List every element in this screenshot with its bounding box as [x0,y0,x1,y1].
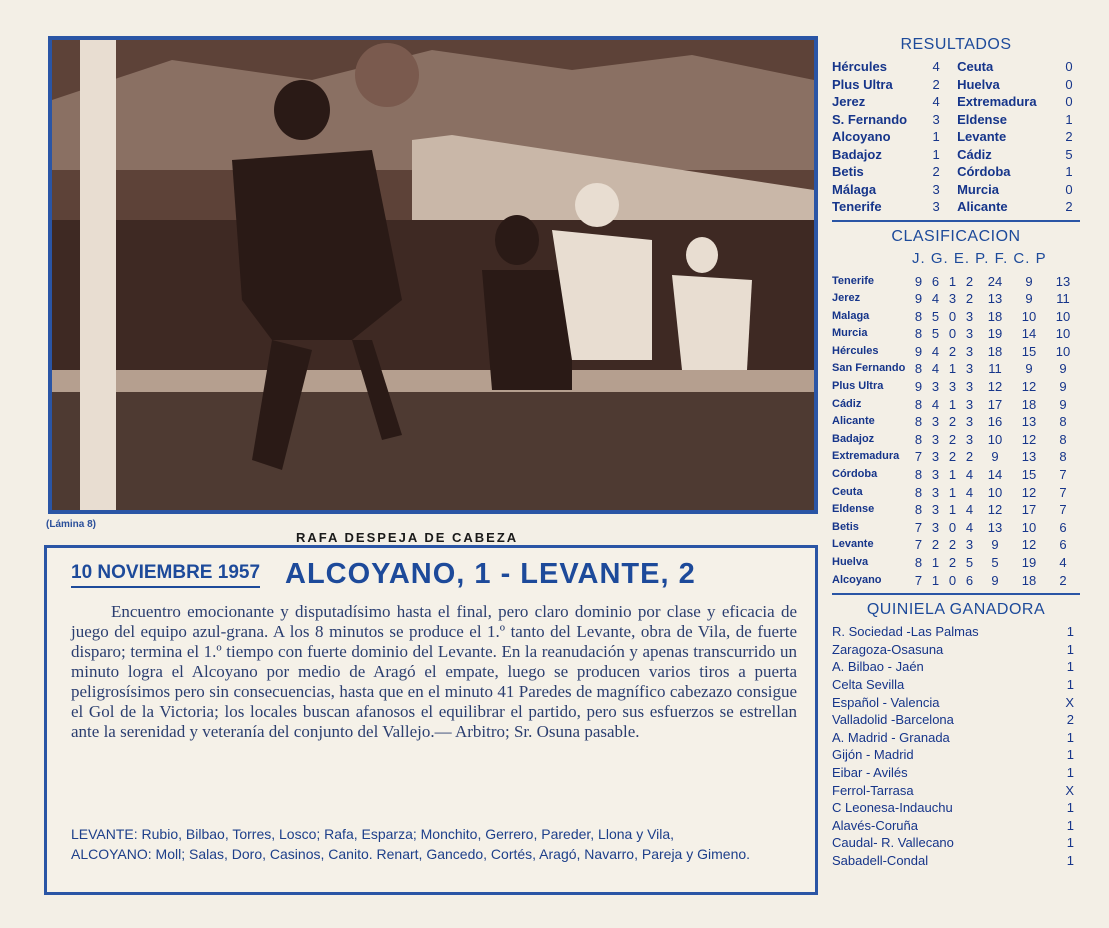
sidebar [832,36,1080,870]
standing-played: 8 [914,555,923,570]
standing-team: Betis [832,520,859,533]
standing-played: 8 [914,361,923,377]
result-home-goals: 2 [932,164,940,179]
standing-drawn: 1 [948,467,957,483]
standing-team: Eldense [832,503,875,516]
divider [832,593,1080,595]
result-home-team: Badajoz [832,146,882,162]
standing-team: Huelva [832,556,869,568]
standing-lost: 3 [965,431,974,447]
quiniela-sign: 1 [1066,764,1074,780]
standing-played: 8 [914,414,923,430]
result-away-goals: 0 [1065,76,1073,92]
standing-team: Extremadura [832,450,900,463]
standing-played: 9 [914,273,923,289]
standing-for: 18 [987,343,1003,359]
quiniela-row [832,711,1080,729]
result-away-team: Ceuta [957,59,994,74]
standing-drawn: 1 [948,396,957,412]
result-home-team: Plus Ultra [832,76,893,92]
standing-row [832,554,1080,572]
standing-lost: 5 [965,555,974,570]
standing-points: 13 [1055,273,1071,289]
quiniela-row [832,764,1080,782]
quiniela-row [832,694,1080,712]
quiniela-row [832,817,1080,835]
standing-won: 6 [931,273,940,289]
quiniela-match: Español - Valencia [832,694,940,710]
standing-against: 14 [1021,326,1037,342]
standing-for: 11 [988,361,1002,377]
quiniela-row [832,658,1080,676]
standing-for: 12 [987,502,1003,518]
standing-drawn: 3 [948,291,957,307]
standing-won: 5 [931,326,940,342]
quiniela-match: A. Madrid - Granada [832,729,950,745]
standing-played: 8 [914,502,923,518]
standing-team: Badajoz [832,432,875,445]
standing-lost: 3 [965,396,974,412]
quiniela-sign: 1 [1066,852,1074,868]
standing-points: 10 [1055,326,1071,342]
match-headline: ALCOYANO, 1 - LEVANTE, 2 [285,558,696,590]
standing-lost: 2 [965,291,974,307]
clasificacion-title: CLASIFICACION [891,227,1021,245]
standing-won: 3 [931,467,940,483]
quiniela-match: Valladolid -Barcelona [832,712,954,728]
standing-points: 6 [1059,519,1067,535]
standing-drawn: 2 [948,537,957,553]
quiniela-sign: X [1065,694,1074,710]
standing-lost: 2 [965,273,974,289]
standing-won: 3 [931,519,940,535]
standing-won: 4 [931,361,940,377]
standing-points: 10 [1055,343,1071,359]
lineup-alcoyano: ALCOYANO: Moll; Salas, Doro, Casinos, Canito. Renart, Gancedo, Cortés, Aragó, Navarro, Pareja y Gimeno. [71,846,751,862]
lineup-levante: LEVANTE: Rubio, Bilbao, Torres, Losco; Rafa, Esparza; Monchito, Gerrero, Pareder, Llona y Vila, [71,826,675,842]
standing-won: 5 [931,308,940,324]
standing-points: 7 [1059,467,1067,483]
standing-team: Murcia [832,327,868,340]
quiniela-match: Celta Sevilla [832,676,905,692]
quiniela-sign: 1 [1066,747,1074,763]
quiniela-sign: 1 [1066,676,1074,692]
standing-against: 9 [1025,273,1033,289]
result-home-goals: 1 [932,146,940,162]
standing-won: 1 [931,555,940,570]
standing-team: Cádiz [832,397,862,410]
standing-drawn: 1 [948,484,957,500]
quiniela-match: Alavés-Coruña [832,817,918,833]
standing-drawn: 3 [948,379,957,395]
result-home-team: Hércules [832,59,887,74]
result-home-goals: 3 [932,181,940,197]
standing-played: 8 [914,467,923,483]
standing-team: Tenerife [832,274,874,287]
result-home-goals: 2 [932,76,940,92]
standing-row [832,360,1080,378]
standing-lost: 3 [965,308,974,324]
standing-drawn: 2 [948,431,957,447]
standing-played: 8 [914,308,923,324]
quiniela-row [832,799,1080,817]
result-away-team: Murcia [957,181,999,197]
standing-team: Levante [832,538,874,551]
result-row [832,198,1080,216]
result-away-team: Córdoba [957,164,1011,179]
standing-drawn: 2 [948,343,957,359]
standing-won: 3 [931,414,940,430]
standing-played: 8 [914,396,923,412]
lineups [71,824,801,864]
standing-against: 18 [1021,396,1037,412]
standing-row [832,308,1080,326]
standing-drawn: 0 [948,572,957,588]
plate-label: (Lámina 8) [46,519,97,530]
standing-for: 9 [991,537,999,553]
result-away-team: Alicante [957,199,1008,214]
standing-row [832,519,1080,537]
standing-team: Jerez [832,292,861,305]
standing-won: 3 [931,484,940,500]
quiniela-match: Caudal- R. Vallecano [832,835,954,851]
standing-won: 3 [931,449,940,465]
standing-played: 7 [914,572,923,588]
quiniela-match: A. Bilbao - Jaén [832,659,924,675]
standing-row [832,343,1080,361]
quiniela-match: Gijón - Madrid [832,747,914,763]
standing-row [832,431,1080,449]
quiniela-match: Ferrol-Tarrasa [832,782,914,798]
standing-played: 8 [914,431,923,447]
standing-team: Ceuta [832,485,863,498]
standing-won: 4 [931,396,940,412]
result-home-team: Málaga [832,181,877,197]
quiniela-sign: 1 [1066,800,1074,816]
photo-caption: RAFA DESPEJA DE CABEZA [296,530,519,545]
standing-won: 4 [931,291,940,307]
result-home-goals: 3 [932,111,940,127]
standing-drawn: 0 [948,308,957,324]
standing-points: 2 [1059,572,1067,588]
result-away-goals: 1 [1065,164,1073,179]
standing-drawn: 1 [948,361,957,377]
standing-played: 9 [914,291,923,307]
standing-row [832,466,1080,484]
standing-points: 8 [1059,414,1067,430]
standing-against: 13 [1021,449,1037,465]
standing-won: 2 [931,537,940,553]
standing-lost: 3 [965,343,974,359]
quiniela-match: R. Sociedad -Las Palmas [832,624,979,640]
standing-against: 12 [1021,537,1037,553]
result-home-goals: 3 [932,199,940,214]
quiniela-row [832,746,1080,764]
standing-for: 12 [987,379,1003,395]
standing-played: 7 [914,537,923,553]
standing-for: 10 [987,431,1003,447]
standing-row [832,484,1080,502]
quiniela-sign: 2 [1066,712,1074,728]
standing-points: 9 [1059,361,1067,377]
standing-team: San Fernando [832,362,906,375]
standing-won: 3 [931,379,940,395]
standing-team: Alicante [832,415,875,428]
standing-team: Plus Ultra [832,380,884,393]
result-away-goals: 0 [1065,94,1073,109]
standing-points: 9 [1059,396,1067,412]
standing-lost: 3 [965,379,974,395]
standing-for: 16 [987,414,1003,430]
quiniela-match: C Leonesa-Indauchu [832,800,953,816]
standing-points: 6 [1059,537,1067,553]
result-row [832,111,1080,129]
standing-row [832,572,1080,590]
standing-row [832,273,1080,291]
result-row [832,58,1080,76]
result-row [832,76,1080,94]
standing-drawn: 2 [948,555,957,570]
standing-drawn: 0 [948,519,957,535]
result-away-goals: 2 [1065,199,1073,214]
result-home-team: S. Fernando [832,111,908,127]
clasificacion-table [832,273,1080,590]
standing-won: 3 [931,431,940,447]
standing-points: 4 [1059,555,1067,570]
result-home-goals: 1 [932,129,940,144]
standing-for: 5 [991,555,999,570]
result-away-goals: 5 [1065,146,1073,162]
standing-against: 10 [1021,308,1037,324]
result-home-goals: 4 [932,94,940,109]
standing-points: 11 [1056,291,1070,307]
result-row [832,146,1080,164]
standing-points: 8 [1059,431,1067,447]
standing-played: 7 [914,449,923,465]
quiniela-row [832,782,1080,800]
standing-against: 10 [1021,519,1037,535]
standing-for: 24 [987,273,1003,289]
result-away-team: Extremadura [957,94,1037,109]
result-away-goals: 2 [1065,129,1073,144]
quiniela-sign: 1 [1066,729,1074,745]
standing-team: Alcoyano [832,573,882,586]
standing-lost: 4 [965,467,974,483]
standing-lost: 2 [965,449,974,465]
standing-lost: 6 [965,572,974,588]
standing-against: 12 [1021,431,1037,447]
standing-drawn: 1 [948,502,957,518]
result-row [832,128,1080,146]
standing-lost: 4 [965,484,974,500]
quiniela-sign: 1 [1066,624,1074,640]
standing-played: 8 [914,326,923,342]
standing-team: Hércules [832,344,879,357]
match-date: 10 NOVIEMBRE 1957 [71,562,260,588]
standing-for: 19 [987,326,1003,342]
standing-lost: 3 [965,361,974,377]
standing-points: 10 [1055,308,1071,324]
quiniela-match: Zaragoza-Osasuna [832,641,944,657]
quiniela-sign: 1 [1066,641,1074,657]
standing-for: 13 [987,519,1003,535]
result-home-goals: 4 [932,59,940,74]
match-report [44,545,818,895]
quiniela-title: QUINIELA GANADORA [866,601,1046,619]
standing-team: Malaga [832,309,870,322]
standing-played: 9 [914,379,923,395]
standing-against: 15 [1021,467,1037,483]
standing-team: Córdoba [832,468,878,481]
standing-row [832,378,1080,396]
result-away-team: Eldense [957,111,1007,127]
quiniela-table [832,623,1080,869]
standing-drawn: 1 [948,273,957,289]
standing-drawn: 0 [948,326,957,342]
result-home-team: Betis [832,164,864,179]
standing-points: 8 [1059,449,1067,465]
quiniela-row [832,852,1080,870]
clasificacion-header: J. G. E. P. F. C. P [912,249,1047,267]
result-away-team: Huelva [957,76,1000,92]
standing-lost: 4 [965,502,974,518]
standing-row [832,290,1080,308]
result-away-goals: 0 [1065,181,1073,197]
quiniela-sign: 1 [1066,835,1074,851]
resultados-table [832,58,1080,216]
standing-for: 18 [987,308,1003,324]
result-away-team: Cádiz [957,146,992,162]
standing-against: 19 [1021,555,1037,570]
standing-won: 4 [931,343,940,359]
standing-points: 7 [1059,484,1067,500]
standing-row [832,501,1080,519]
result-away-goals: 1 [1065,111,1073,127]
result-home-team: Alcoyano [832,129,891,144]
match-photo [48,36,818,514]
standing-against: 18 [1021,572,1037,588]
standing-points: 9 [1059,379,1067,395]
standing-row [832,325,1080,343]
result-away-goals: 0 [1065,59,1073,74]
quiniela-row [832,729,1080,747]
standing-lost: 3 [965,537,974,553]
standing-row [832,396,1080,414]
quiniela-match: Eibar - Avilés [832,764,908,780]
standing-for: 17 [987,396,1003,412]
quiniela-sign: X [1065,782,1074,798]
resultados-title: RESULTADOS [900,36,1012,53]
result-home-team: Jerez [832,94,866,109]
result-row [832,93,1080,111]
standing-lost: 3 [965,326,974,342]
standing-for: 14 [987,467,1003,483]
quiniela-sign: 1 [1066,817,1074,833]
standing-drawn: 2 [948,449,957,465]
standing-points: 7 [1059,502,1067,518]
standing-against: 12 [1021,379,1037,395]
quiniela-row [832,834,1080,852]
standing-won: 1 [931,572,940,588]
standing-against: 17 [1021,502,1037,518]
result-row [832,163,1080,181]
standing-played: 8 [914,484,923,500]
standing-played: 7 [914,519,923,535]
result-away-team: Levante [957,129,1007,144]
standing-for: 13 [987,291,1003,307]
standing-against: 9 [1025,291,1033,307]
standing-played: 9 [914,343,923,359]
standing-against: 15 [1021,343,1037,359]
standing-for: 9 [991,572,999,588]
quiniela-row [832,641,1080,659]
quiniela-row [832,676,1080,694]
quiniela-match: Sabadell-Condal [832,852,929,868]
standing-for: 9 [991,449,999,465]
standing-won: 3 [931,502,940,518]
result-home-team: Tenerife [832,199,882,214]
quiniela-row [832,623,1080,641]
standing-row [832,413,1080,431]
standing-drawn: 2 [948,414,957,430]
result-row [832,181,1080,199]
divider [832,220,1080,222]
standing-against: 12 [1021,484,1037,500]
standing-against: 9 [1025,361,1033,377]
report-body: Encuentro emocionante y disputadísimo hasta el final, pero claro dominio por clase y eficacia de juego del equipo azul-grana. A los 8 minutos se produce el 1.º tanto del Levante, obra de Vila, de fuerte disparo; termina el 1.º tiempo con fuerte dominio del Levante. En la reanudación y apenas transcurrido un minuto logra el Alcoyano por medio de Aragó el empate, luego se producen varios tiros a puerta peligrosísimos pero sin consecuencias, hasta que en el minuto 41 Paredes de magnífico cabezazo consigue el Gol de la Victoria; los locales buscan afanosos el equilibrar el partido, pero sus esfuerzos se estrellan ante la serenidad y veteranía del conjunto del Vallejo.— Arbitro; Sr. Osuna pasable. [71,602,797,741]
standing-row [832,448,1080,466]
standing-row [832,536,1080,554]
standing-for: 10 [987,484,1003,500]
standing-lost: 4 [965,519,974,535]
standing-lost: 3 [965,414,974,430]
standing-against: 13 [1021,414,1037,430]
quiniela-sign: 1 [1066,659,1074,675]
